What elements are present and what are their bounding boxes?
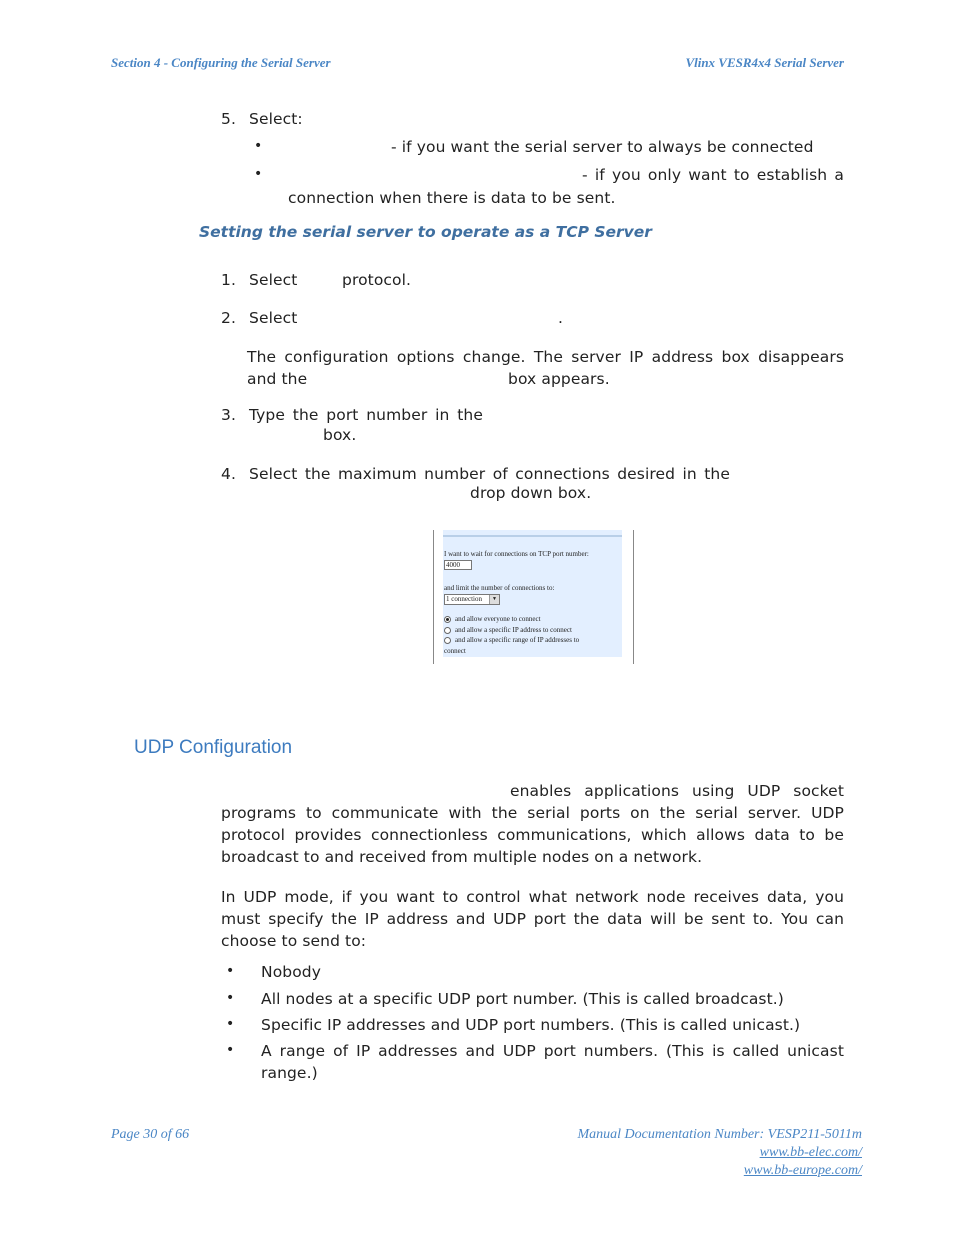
radio-allow-ip-range-label-cont: connect xyxy=(444,647,466,655)
port-input[interactable]: 4000 xyxy=(444,560,472,570)
port-label: I want to wait for connections on TCP port number: xyxy=(444,550,589,558)
step-5-text: Select: xyxy=(249,110,303,128)
step-3-line-2: box. xyxy=(323,426,357,444)
radio-allow-specific-ip[interactable] xyxy=(444,627,451,634)
note-line-1: The configuration options change. The server IP address box disappears xyxy=(247,348,844,366)
step-5-bullet-2-line-1: - if you only want to establish a xyxy=(582,166,844,184)
step-1-text-a: Select xyxy=(249,271,298,289)
tcp-server-settings-screenshot xyxy=(433,530,634,664)
header-product-title: Vlinx VESR4x4 Serial Server xyxy=(685,55,844,70)
footer-link-bb-elec[interactable] xyxy=(760,1145,862,1161)
step-2-text-a: Select xyxy=(249,309,298,327)
udp-bullet-unicast-range-line-2: range.) xyxy=(261,1064,318,1082)
step-4-line-1: Select the maximum number of connections desired in the xyxy=(249,465,730,483)
bullet-dot: • xyxy=(226,990,235,1006)
step-3-number: 3. xyxy=(221,406,236,424)
footer-link-bb-europe[interactable] xyxy=(744,1163,862,1179)
bullet-dot: • xyxy=(226,1042,235,1058)
udp-bullet-unicast-range-line-1: A range of IP addresses and UDP port numbers. (This is called unicast xyxy=(261,1042,844,1060)
step-4-line-2: drop down box. xyxy=(470,484,592,502)
bullet-dot: • xyxy=(254,166,263,182)
step-4-number: 4. xyxy=(221,465,236,483)
link-bb-elec[interactable]: www.bb-elec.com/ xyxy=(759,1145,862,1160)
header-section-title: Section 4 - Configuring the Serial Server xyxy=(111,55,331,70)
radio-allow-everyone[interactable] xyxy=(444,616,451,623)
note-line-2-b: box appears. xyxy=(508,370,610,388)
radio-allow-ip-range-label: and allow a specific range of IP addresses to xyxy=(455,636,580,644)
udp-paragraph-1-line-4: broadcast to and received from multiple nodes on a network. xyxy=(221,848,703,866)
udp-paragraph-1-line-2: programs to communicate with the serial ports on the serial server. UDP xyxy=(221,804,844,822)
udp-bullet-unicast: Specific IP addresses and UDP port numbers. (This is called unicast.) xyxy=(261,1016,801,1034)
udp-paragraph-2-line-2: must specify the IP address and UDP port the data will be sent to. You can xyxy=(221,910,844,928)
bullet-dot: • xyxy=(254,138,263,154)
connections-select[interactable] xyxy=(444,594,500,605)
connections-select-value: 1 connection xyxy=(446,595,482,603)
chevron-down-icon[interactable]: ▼ xyxy=(489,595,499,604)
step-1-number: 1. xyxy=(221,271,236,289)
step-5-bullet-1: - if you want the serial server to always be connected xyxy=(391,138,814,156)
bullet-dot: • xyxy=(226,963,235,979)
step-1-text-b: protocol. xyxy=(342,271,412,289)
udp-paragraph-1-line-3: protocol provides connectionless communications, which allows data to be xyxy=(221,826,844,844)
step-5-bullet-2-line-2: connection when there is data to be sent. xyxy=(288,189,616,207)
udp-configuration-heading: UDP Configuration xyxy=(134,737,293,758)
tcp-server-heading: Setting the serial server to operate as a TCP Server xyxy=(199,223,652,241)
note-line-2-a: and the xyxy=(247,370,308,388)
footer-page-number: Page 30 of 66 xyxy=(111,1127,190,1142)
udp-paragraph-1-line-1: enables applications using UDP socket xyxy=(510,782,844,800)
step-2-number: 2. xyxy=(221,309,236,327)
limit-label: and limit the number of connections to: xyxy=(444,584,555,592)
panel-divider xyxy=(443,535,622,537)
bullet-dot: • xyxy=(226,1016,235,1032)
udp-paragraph-2-line-3: choose to send to: xyxy=(221,932,367,950)
footer-doc-number: Manual Documentation Number: VESP211-5011m xyxy=(577,1127,862,1142)
udp-paragraph-2-line-1: In UDP mode, if you want to control what network node receives data, you xyxy=(221,888,844,906)
settings-panel xyxy=(443,530,622,657)
udp-bullet-broadcast: All nodes at a specific UDP port number. (This is called broadcast.) xyxy=(261,990,784,1008)
step-3-line-1: Type the port number in the xyxy=(249,406,483,424)
udp-bullet-nobody: Nobody xyxy=(261,963,322,981)
radio-allow-ip-range[interactable] xyxy=(444,637,451,644)
step-5-number: 5. xyxy=(221,110,236,128)
radio-allow-specific-ip-label: and allow a specific IP address to connect xyxy=(455,626,572,634)
step-2-text-b: . xyxy=(558,309,564,327)
radio-allow-everyone-label: and allow everyone to connect xyxy=(455,615,541,623)
link-bb-europe[interactable]: www.bb-europe.com/ xyxy=(743,1163,862,1178)
